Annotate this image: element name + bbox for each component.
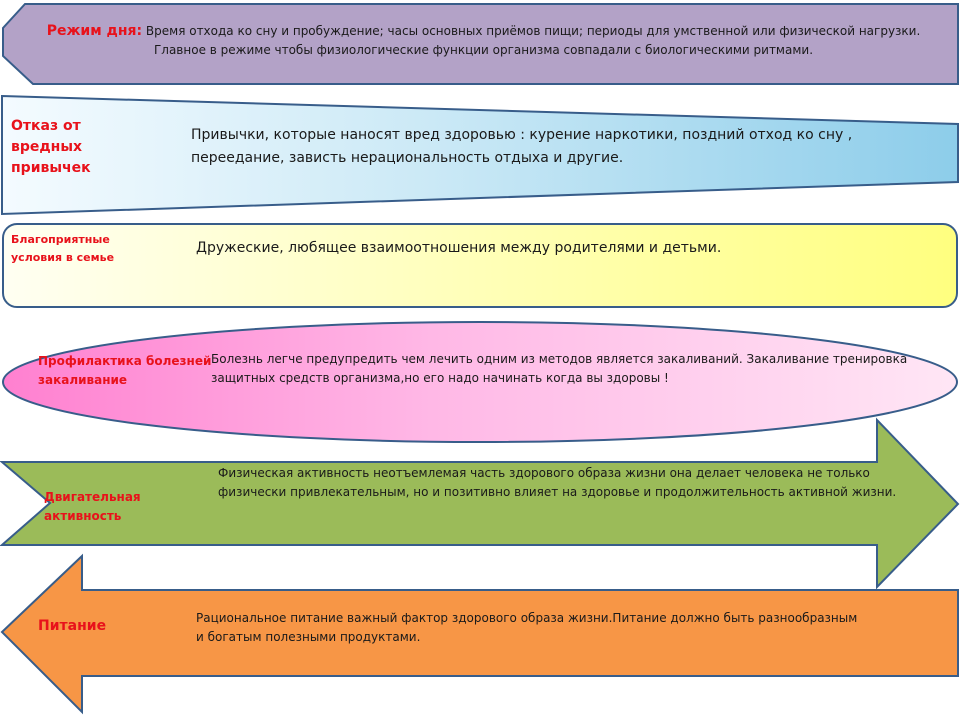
bad-habits-line2: переедание, зависть нерациональность отдыха и другие. [191, 150, 624, 166]
physical-activity-line2: физически привлекательным, но и позитивно влияет на здоровье и продолжительность активной жизни. [218, 485, 897, 499]
disease-prevention-line1: Болезнь легче предупредить чем лечить одним из методов является закаливаний. Закаливание тренировка [211, 352, 908, 366]
nutrition-body [196, 609, 916, 647]
nutrition-line2: и богатым полезными продуктами. [196, 630, 421, 644]
nutrition-line1: Рациональное питание важный фактор здорового образа жизни.Питание должно быть разнообразным [196, 611, 858, 625]
physical-activity-title: Двигательная активность [44, 490, 141, 523]
disease-prevention-title: Профилактика болезней закаливание [38, 354, 212, 387]
bad-habits-line1: Привычки, которые наносят вред здоровью : курение наркотики, поздний отход ко сну , [191, 127, 853, 143]
daily-routine-title: Режим дня: [46, 23, 143, 39]
physical-activity-body [218, 464, 948, 502]
nutrition-title: Питание [38, 618, 107, 634]
bad-habits-title: Отказ от вредных привычек [11, 118, 91, 176]
daily-routine-line2: Главное в режиме чтобы физиологические функции организма совпадали с биологическими ритмами. [153, 43, 814, 57]
physical-activity-line1: Физическая активность неотъемлемая часть здорового образа жизни она делает человека не только [218, 466, 870, 480]
daily-routine-text [16, 22, 951, 60]
daily-routine-line1: Время отхода ко сну и пробуждение; часы основных приёмов пищи; периоды для умственной или физической нагрузки. [142, 24, 921, 38]
family-conditions-title: Благоприятные условия в семье [11, 233, 115, 264]
bad-habits-body [191, 124, 921, 170]
disease-prevention-line2: защитных средств организма,но его надо начинать когда вы здоровы ! [211, 371, 669, 385]
family-conditions-body: Дружеские, любящее взаимоотношения между родителями и детьми. [196, 240, 722, 256]
disease-prevention-body [211, 350, 959, 388]
